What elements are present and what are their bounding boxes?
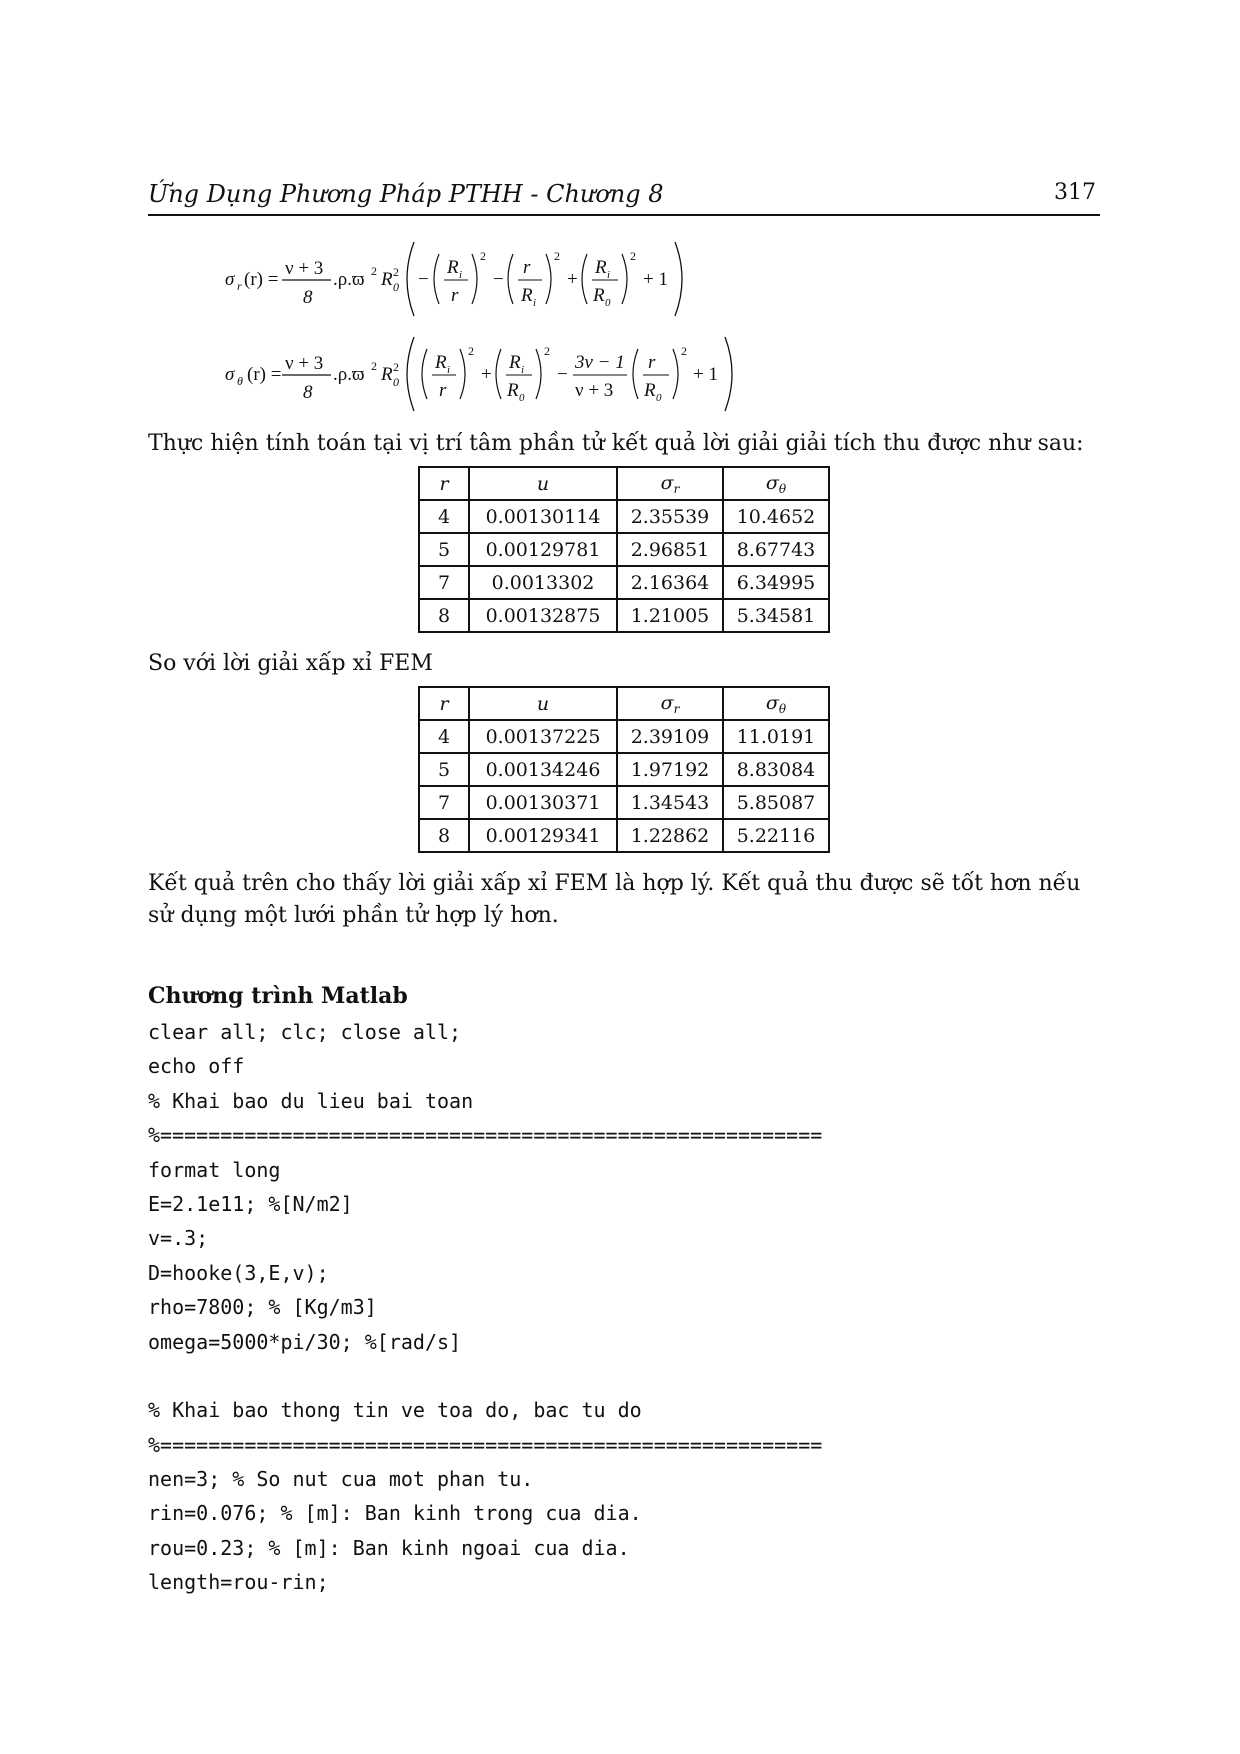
cell-sigma-r: 2.16364 bbox=[617, 566, 723, 599]
code-line: %======================================================= bbox=[148, 1123, 823, 1148]
f2-sigma-sub: θ bbox=[237, 374, 243, 388]
f1-R-sup: 2 bbox=[393, 265, 399, 279]
cell-u: 0.00137225 bbox=[469, 720, 617, 753]
code-line: %======================================================= bbox=[148, 1432, 823, 1457]
f1-Ri-2-sub: i bbox=[533, 297, 537, 309]
cell-r: 8 bbox=[419, 599, 469, 632]
f1-omega-sq: 2 bbox=[371, 264, 377, 278]
sigma-symbol: σ bbox=[660, 471, 674, 494]
cell-sigma-r: 2.39109 bbox=[617, 720, 723, 753]
cell-sigma-theta: 5.34581 bbox=[723, 599, 829, 632]
cell-u: 0.00129341 bbox=[469, 819, 617, 852]
sigma-sub: θ bbox=[778, 481, 787, 496]
code-line: E=2.1e11; %[N/m2] bbox=[148, 1191, 353, 1216]
f1-arg: (r) = bbox=[244, 269, 279, 290]
cell-sigma-r: 1.34543 bbox=[617, 786, 723, 819]
code-line: % Khai bao du lieu bai toan bbox=[148, 1088, 474, 1113]
code-heading: Chương trình Matlab bbox=[148, 983, 408, 1009]
code-line: clear all; clc; close all; bbox=[148, 1020, 462, 1044]
cell-u: 0.00134246 bbox=[469, 753, 617, 786]
sigma-sub: θ bbox=[778, 701, 787, 716]
cell-u: 0.00130114 bbox=[469, 500, 617, 533]
f2-R: R bbox=[381, 364, 393, 385]
chapter-title: Ứng Dụng Phương Pháp PTHH - Chương 8 bbox=[148, 180, 664, 208]
cell-r: 8 bbox=[419, 819, 469, 852]
f2-sq-3: 2 bbox=[681, 344, 687, 358]
f1-Ri-1: R bbox=[447, 257, 459, 278]
f2-r-2: r bbox=[648, 352, 656, 373]
f2-Ri-1-sub: i bbox=[447, 364, 451, 376]
conclusion-paragraph: Kết quả trên cho thấy lời giải xấp xỉ FEM là hợp lý. Kết quả thu được sẽ tốt hơn nếu sử dụng một lưới phần tử hợp lý hơn. bbox=[148, 871, 1081, 928]
cell-r: 7 bbox=[419, 786, 469, 819]
f2-R0-2-sub: 0 bbox=[656, 392, 662, 404]
f1-Ri-1-sub: i bbox=[459, 269, 463, 281]
f1-paren bbox=[434, 254, 439, 304]
cell-sigma-theta: 8.83084 bbox=[723, 753, 829, 786]
f2-paren bbox=[673, 349, 678, 399]
f1-R0: R bbox=[593, 285, 605, 306]
f1-sq-2: 2 bbox=[554, 249, 560, 263]
header-sigma-theta bbox=[723, 687, 829, 720]
fem-intro: So với lời giải xấp xỉ FEM bbox=[148, 651, 433, 676]
cell-sigma-theta: 6.34995 bbox=[723, 566, 829, 599]
f2-R0-2: R bbox=[644, 380, 656, 401]
cell-sigma-r: 2.35539 bbox=[617, 500, 723, 533]
cell-sigma-r: 1.97192 bbox=[617, 753, 723, 786]
f2-outer-paren-left bbox=[407, 337, 414, 411]
code-line: nen=3; % So nut cua mot phan tu. bbox=[148, 1467, 534, 1492]
f2-R-sub: 0 bbox=[393, 375, 399, 389]
sigma-symbol: σ bbox=[660, 691, 674, 714]
f2-paren bbox=[460, 349, 465, 399]
f2-plus-1: + bbox=[481, 364, 492, 385]
f1-minus-1: − bbox=[418, 269, 429, 290]
f1-rho-omega: .ρ.ϖ bbox=[333, 269, 365, 290]
f1-R0-sub: 0 bbox=[605, 297, 611, 309]
f2-paren bbox=[422, 349, 427, 399]
f2-sq-1: 2 bbox=[468, 344, 474, 358]
code-line: omega=5000*pi/30; %[rad/s] bbox=[148, 1329, 462, 1354]
f1-paren bbox=[582, 254, 587, 304]
sigma-symbol: σ bbox=[765, 471, 779, 494]
f1-Ri-3: R bbox=[595, 257, 607, 278]
f1-plus-one: + 1 bbox=[643, 269, 668, 290]
f2-Ri-2-sub: i bbox=[521, 364, 525, 376]
code-line: length=rou-rin; bbox=[148, 1570, 329, 1595]
f1-plus: + bbox=[567, 269, 578, 290]
f1-paren bbox=[546, 254, 551, 304]
header-sigma-r bbox=[617, 467, 723, 500]
f1-sq-3: 2 bbox=[630, 249, 636, 263]
cell-r: 5 bbox=[419, 753, 469, 786]
f1-sigma-sub: r bbox=[237, 279, 242, 293]
code-line: format long bbox=[148, 1157, 281, 1182]
f2-omega-sq: 2 bbox=[371, 359, 377, 373]
cell-u: 0.00132875 bbox=[469, 599, 617, 632]
table-header-row bbox=[419, 687, 829, 720]
matlab-code-block bbox=[148, 1015, 822, 1600]
f2-paren bbox=[536, 349, 541, 399]
f1-outer-paren-left bbox=[407, 242, 414, 316]
f2-Ri-2: R bbox=[509, 352, 521, 373]
page-header bbox=[148, 180, 1100, 216]
f2-rho-omega: .ρ.ϖ bbox=[333, 364, 365, 385]
f1-paren bbox=[508, 254, 513, 304]
f2-Ri-1: R bbox=[435, 352, 447, 373]
cell-sigma-r: 1.22862 bbox=[617, 819, 723, 852]
cell-r: 5 bbox=[419, 533, 469, 566]
formula-sigma-theta bbox=[225, 333, 785, 415]
cell-sigma-theta: 11.0191 bbox=[723, 720, 829, 753]
f2-r-1: r bbox=[439, 380, 447, 401]
cell-sigma-r: 1.21005 bbox=[617, 599, 723, 632]
f2-paren bbox=[633, 349, 638, 399]
f1-sigma: σ bbox=[225, 269, 235, 290]
cell-sigma-theta: 8.67743 bbox=[723, 533, 829, 566]
f2-R-sup: 2 bbox=[393, 360, 399, 374]
cell-r: 4 bbox=[419, 720, 469, 753]
table-row bbox=[419, 533, 829, 566]
cell-u: 0.00129781 bbox=[469, 533, 617, 566]
header-u: u bbox=[469, 687, 617, 720]
f1-Ri-2: R bbox=[521, 285, 533, 306]
cell-sigma-theta: 5.22116 bbox=[723, 819, 829, 852]
table-row bbox=[419, 786, 829, 819]
f1-sq-1: 2 bbox=[480, 249, 486, 263]
cell-sigma-theta: 10.4652 bbox=[723, 500, 829, 533]
f1-r-1: r bbox=[451, 285, 459, 306]
table-row bbox=[419, 720, 829, 753]
f1-paren bbox=[622, 254, 627, 304]
header-sigma-theta bbox=[723, 467, 829, 500]
table-row bbox=[419, 500, 829, 533]
f1-outer-paren-right bbox=[675, 242, 682, 316]
f2-R0-1: R bbox=[507, 380, 519, 401]
code-line: D=hooke(3,E,v); bbox=[148, 1260, 329, 1285]
cell-sigma-r: 2.96851 bbox=[617, 533, 723, 566]
f1-Ri-3-sub: i bbox=[607, 269, 611, 281]
f2-plus-one: + 1 bbox=[693, 364, 718, 385]
fem-table bbox=[418, 686, 830, 853]
code-line: rho=7800; % [Kg/m3] bbox=[148, 1295, 377, 1320]
formula-sigma-r bbox=[225, 238, 745, 320]
f1-R-sub: 0 bbox=[393, 280, 399, 294]
f1-minus-2: − bbox=[493, 269, 504, 290]
f1-R: R bbox=[381, 269, 393, 290]
f2-R0-1-sub: 0 bbox=[519, 392, 525, 404]
f1-paren bbox=[472, 254, 477, 304]
cell-u: 0.0013302 bbox=[469, 566, 617, 599]
cell-u: 0.00130371 bbox=[469, 786, 617, 819]
header-r: r bbox=[419, 687, 469, 720]
table-row bbox=[419, 753, 829, 786]
cell-sigma-theta: 5.85087 bbox=[723, 786, 829, 819]
cell-r: 4 bbox=[419, 500, 469, 533]
table-row bbox=[419, 566, 829, 599]
analytic-table bbox=[418, 466, 830, 633]
f2-sq-2: 2 bbox=[544, 344, 550, 358]
f2-frac-num: 3ν − 1 bbox=[575, 352, 625, 373]
code-line: % Khai bao thong tin ve toa do, bac tu do bbox=[148, 1398, 642, 1423]
f2-numerator: ν + 3 bbox=[285, 353, 324, 374]
code-line: rou=0.23; % [m]: Ban kinh ngoai cua dia. bbox=[148, 1535, 630, 1560]
sigma-sub: r bbox=[673, 701, 680, 716]
sigma-sub: r bbox=[673, 481, 680, 496]
f2-arg: (r) = bbox=[247, 364, 282, 385]
sigma-symbol: σ bbox=[765, 691, 779, 714]
page-number: 317 bbox=[1054, 180, 1096, 205]
cell-r: 7 bbox=[419, 566, 469, 599]
table-header-row bbox=[419, 467, 829, 500]
f2-minus: − bbox=[557, 364, 568, 385]
f1-denominator: 8 bbox=[303, 287, 313, 308]
f2-paren bbox=[496, 349, 501, 399]
code-line: rin=0.076; % [m]: Ban kinh trong cua dia. bbox=[148, 1501, 642, 1526]
table-row bbox=[419, 599, 829, 632]
f2-outer-paren-right bbox=[725, 337, 732, 411]
f1-numerator: ν + 3 bbox=[285, 258, 324, 279]
code-line: echo off bbox=[148, 1054, 245, 1079]
header-r: r bbox=[419, 467, 469, 500]
analytic-intro: Thực hiện tính toán tại vị trí tâm phần tử kết quả lời giải giải tích thu được như sau: bbox=[148, 431, 1084, 456]
table-row bbox=[419, 819, 829, 852]
f2-frac-den: ν + 3 bbox=[575, 380, 614, 401]
f2-sigma: σ bbox=[225, 364, 235, 385]
f1-r-2: r bbox=[523, 257, 531, 278]
header-u: u bbox=[469, 467, 617, 500]
code-line: v=.3; bbox=[148, 1226, 209, 1251]
header-sigma-r bbox=[617, 687, 723, 720]
f2-denominator: 8 bbox=[303, 382, 313, 403]
code-line bbox=[148, 1359, 822, 1393]
